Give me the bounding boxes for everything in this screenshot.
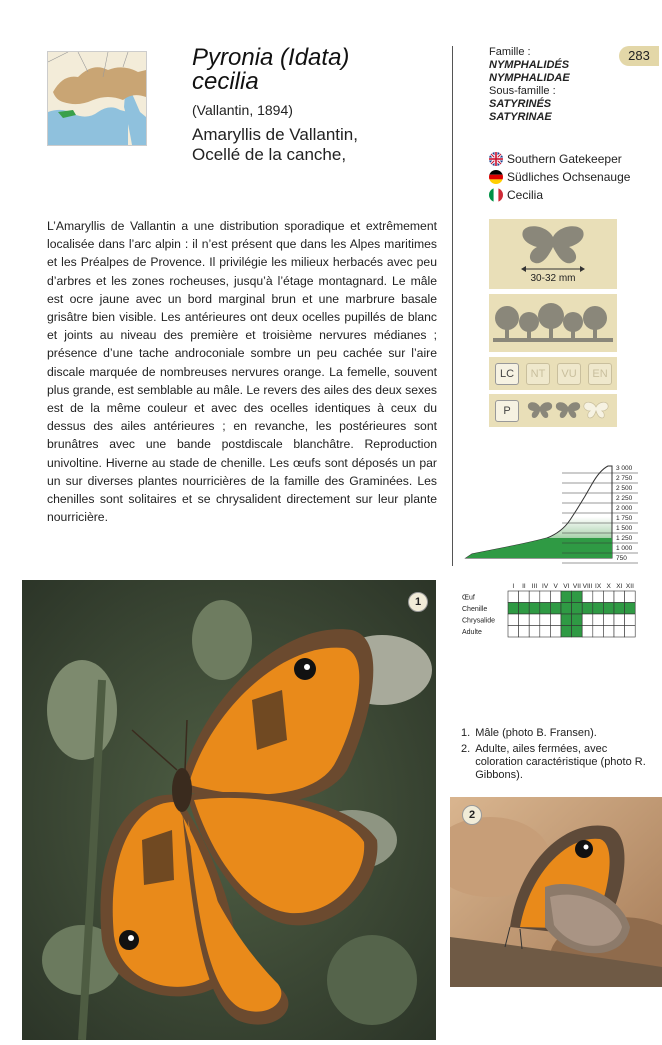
species-author: (Vallantin, 1894) xyxy=(192,102,293,118)
distribution-map xyxy=(47,51,147,146)
phenology-cell xyxy=(540,614,551,626)
species-name-line2: cecilia xyxy=(192,68,259,95)
altitude-tick-label: 750 xyxy=(616,555,627,562)
phenology-cell xyxy=(519,626,530,638)
phenology-cell xyxy=(550,591,561,603)
altitude-tick-label: 1 000 xyxy=(616,545,633,552)
italy-flag-icon xyxy=(489,188,503,202)
photo-male-butterfly xyxy=(22,580,436,1040)
phenology-cell xyxy=(529,591,540,603)
wingspan-box xyxy=(489,219,617,289)
phenology-table xyxy=(462,578,642,650)
column-divider xyxy=(452,46,453,566)
species-name xyxy=(192,46,442,94)
uk-flag-icon xyxy=(489,152,503,166)
status-chip-en: EN xyxy=(588,363,612,385)
phenology-cell xyxy=(519,591,530,603)
phenology-cell xyxy=(572,603,583,615)
phenology-cell xyxy=(508,591,519,603)
phenology-cell xyxy=(593,603,604,615)
phenology-cell xyxy=(572,591,583,603)
caption-2-num: 2. xyxy=(461,743,471,755)
phenology-cell xyxy=(614,626,625,638)
page-number: 283 xyxy=(619,46,659,66)
phenology-cell xyxy=(540,626,551,638)
phenology-month-label: I xyxy=(512,583,515,590)
phenology-row-label: Œuf xyxy=(462,594,475,602)
subfamily-fr: SATYRINÉS xyxy=(489,98,552,110)
phenology-cell xyxy=(529,603,540,615)
phenology-cell xyxy=(582,626,593,638)
phenology-month-label: XII xyxy=(625,583,634,590)
phenology-cell xyxy=(519,603,530,615)
phenology-cell xyxy=(550,614,561,626)
altitude-tick-label: 1 250 xyxy=(616,535,633,542)
phenology-month-label: VI xyxy=(563,583,570,590)
phenology-cell xyxy=(529,626,540,638)
phenology-month-label: II xyxy=(522,583,526,590)
phenology-cell xyxy=(593,614,604,626)
phenology-cell xyxy=(582,614,593,626)
altitude-tick-label: 3 000 xyxy=(616,465,633,472)
lang-name-it: Cecilia xyxy=(507,188,544,202)
phenology-cell xyxy=(582,603,593,615)
common-name-2: Ocellé de la canche, xyxy=(192,145,347,164)
phenology-cell xyxy=(519,614,530,626)
phenology-cell xyxy=(625,603,636,615)
conservation-status-box xyxy=(489,357,617,390)
phenology-cell xyxy=(603,603,614,615)
altitude-tick-label: 2 500 xyxy=(616,485,633,492)
status-chip-vu: VU xyxy=(557,363,581,385)
phenology-cell xyxy=(625,614,636,626)
butterfly-generations-icon xyxy=(527,401,611,419)
subfamily-label: Sous-famille : xyxy=(489,85,556,97)
protection-chip: P xyxy=(495,400,519,422)
phenology-month-label: IV xyxy=(542,583,549,590)
photo-closed-wings-butterfly xyxy=(450,797,662,987)
phenology-cell xyxy=(593,591,604,603)
phenology-cell xyxy=(529,614,540,626)
phenology-row-label: Chrysalide xyxy=(462,617,496,625)
status-chip-lc: LC xyxy=(495,363,519,385)
wingspan-value: 30-32 mm xyxy=(530,273,576,284)
common-names xyxy=(192,125,442,165)
phenology-cell xyxy=(603,614,614,626)
phenology-cell xyxy=(625,626,636,638)
species-name-line1: Pyronia (Idata) xyxy=(192,44,350,71)
phenology-cell xyxy=(508,603,519,615)
phenology-cell xyxy=(561,626,572,638)
status-chip-nt: NT xyxy=(526,363,550,385)
taxonomy-block xyxy=(489,46,619,124)
phenology-month-label: VII xyxy=(572,583,581,590)
germany-flag-icon xyxy=(489,170,503,184)
phenology-cell xyxy=(508,626,519,638)
species-description: L’Amaryllis de Vallantin a une distribution sporadique et extrêmement localisée dans l’arc alpin : il n’est présent que dans les Alpes maritimes et les Préalpes de Provence. Il privilégie les milieux herbacés avec peu d’arbres et les zones rocheuses, jusqu’à l’étage montagnard. Le mâle est ocre jaune avec un bord marginal brun et une marbrure basale grisâtre bien visible. Les antérieures ont deux ocelles pupillés de blanc et joints au niveau des première et troisième nervures médianes ; présence d’une tache androconiale sombre un peu cachée sur l’aire discale marquée de nombreuses nervures orange. La femelle, souvent plus grande, est semblable au mâle. Le revers des ailes des deux sexes est de la même couleur et avec des ocelles identiques à ceux du dessus des ailes antérieures ; en revanche, les postérieures sont brunâtres avec une bande postdiscale blanchâtre. Reproduction univoltine. Hiverne au stade de chenille. Les œufs sont déposés un par un sur diverses plantes nourricières de la famille des Graminées. Les chenilles sont solitaires et se chrysalident directement sur leur plante nourricière. xyxy=(47,219,437,525)
photo-2-badge: 2 xyxy=(462,805,482,825)
phenology-cell xyxy=(572,626,583,638)
phenology-cell xyxy=(540,603,551,615)
phenology-cell xyxy=(550,626,561,638)
altitude-tick-label: 2 000 xyxy=(616,505,633,512)
phenology-cell xyxy=(508,614,519,626)
caption-1 xyxy=(461,727,656,740)
lang-name-de: Südliches Ochsenauge xyxy=(507,170,631,184)
altitude-tick-label: 1 500 xyxy=(616,525,633,532)
phenology-cell xyxy=(561,603,572,615)
photo-captions xyxy=(461,727,656,782)
caption-1-num: 1. xyxy=(461,727,471,739)
phenology-cell xyxy=(550,603,561,615)
altitude-tick-label: 2 750 xyxy=(616,475,633,482)
trees-habitat-icon xyxy=(489,294,617,352)
lang-row-de xyxy=(489,168,630,186)
phenology-month-label: X xyxy=(606,583,611,590)
phenology-cell xyxy=(561,614,572,626)
common-name-1: Amaryllis de Vallantin, xyxy=(192,125,358,144)
phenology-cell xyxy=(614,614,625,626)
phenology-month-label: XI xyxy=(616,583,623,590)
phenology-cell xyxy=(614,603,625,615)
phenology-cell xyxy=(614,591,625,603)
phenology-month-label: VIII xyxy=(582,583,593,590)
family-fr: NYMPHALIDÉS xyxy=(489,59,570,71)
phenology-cell xyxy=(561,591,572,603)
phenology-row-label: Adulte xyxy=(462,629,482,636)
wingspan-arrow xyxy=(521,266,585,272)
phenology-cell xyxy=(603,591,614,603)
vernacular-names xyxy=(489,150,630,204)
phenology-row-label: Chenille xyxy=(462,606,488,613)
phenology-cell xyxy=(625,591,636,603)
lang-row-en xyxy=(489,150,630,168)
photo-1-badge: 1 xyxy=(408,592,428,612)
phenology-cell xyxy=(593,626,604,638)
phenology-cell xyxy=(540,591,551,603)
protection-box xyxy=(489,394,617,427)
altitude-tick-label: 2 250 xyxy=(616,495,633,502)
phenology-month-label: IX xyxy=(595,583,602,590)
phenology-month-label: III xyxy=(531,583,538,590)
habitat-box xyxy=(489,294,617,352)
family-lat: NYMPHALIDAE xyxy=(489,72,570,84)
caption-2 xyxy=(461,743,656,782)
caption-2-text: Adulte, ailes fermées, avec coloration caractéristique (photo R. Gibbons). xyxy=(475,743,646,781)
phenology-cell xyxy=(603,626,614,638)
phenology-cell xyxy=(572,614,583,626)
family-label: Famille : xyxy=(489,46,531,58)
subfamily-lat: SATYRINAE xyxy=(489,111,552,123)
phenology-cell xyxy=(582,591,593,603)
altitude-chart xyxy=(462,462,642,566)
phenology-month-label: V xyxy=(553,583,558,590)
lang-row-it xyxy=(489,186,630,204)
caption-1-text: Mâle (photo B. Fransen). xyxy=(475,727,597,739)
altitude-tick-label: 1 750 xyxy=(616,515,633,522)
butterfly-silhouette-icon xyxy=(521,225,585,265)
lang-name-en: Southern Gatekeeper xyxy=(507,152,622,166)
